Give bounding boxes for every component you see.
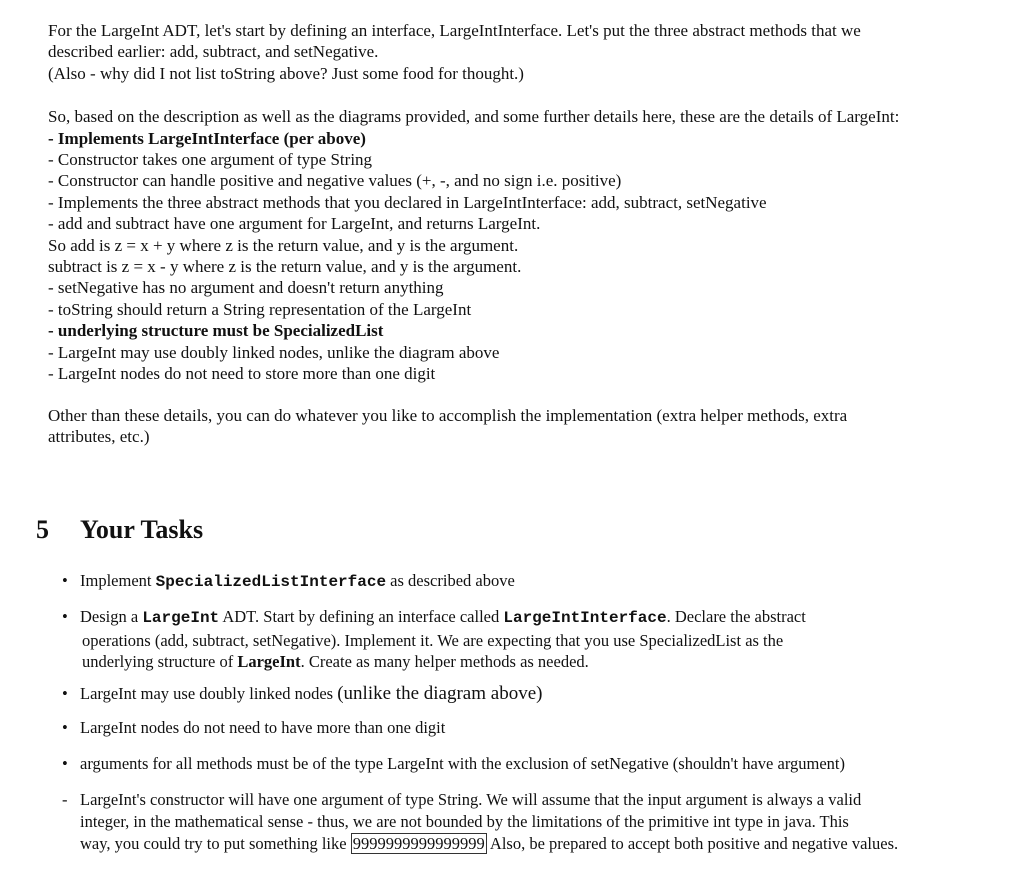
task-text: ADT. Start by defining an interface called bbox=[219, 607, 504, 626]
detail-item: - Constructor takes one argument of type String bbox=[48, 150, 373, 170]
task-text: way, you could try to put something like bbox=[80, 833, 351, 853]
task-text: with the exclusion of setNegative (shouldn't have argument) bbox=[447, 753, 846, 773]
detail-item: So add is z = x + y where z is the return value, and y is the argument. bbox=[48, 235, 519, 255]
task-item bbox=[62, 789, 1002, 855]
dash-icon: - bbox=[62, 789, 68, 809]
task-item bbox=[62, 753, 1002, 775]
code-text: SpecializedListInterface bbox=[155, 573, 387, 591]
closing-line: attributes, etc.) bbox=[48, 426, 150, 446]
task-item bbox=[62, 606, 1002, 673]
detail-item: - toString should return a String representation of the LargeInt bbox=[48, 299, 472, 319]
task-text: underlying structure of bbox=[82, 652, 238, 671]
intro-line: For the LargeInt ADT, let's start by defining an interface, LargeIntInterface. Let's put the three abstract methods that we bbox=[48, 21, 861, 40]
intro-text bbox=[48, 20, 988, 447]
bullet-icon: • bbox=[62, 607, 68, 626]
detail-item: - setNegative has no argument and doesn't return anything bbox=[48, 278, 444, 298]
code-text: LargeInt bbox=[142, 609, 220, 627]
task-text: . Declare the abstract bbox=[666, 607, 806, 626]
detail-item: - Implements the three abstract methods that you declared in LargeIntInterface: add, subtract, setNegative bbox=[48, 192, 767, 212]
bullet-icon: • bbox=[62, 753, 68, 773]
task-text: (unlike the diagram above) bbox=[337, 682, 543, 704]
detail-item: - add and subtract have one argument for LargeInt, and returns LargeInt. bbox=[48, 214, 541, 234]
task-text: LargeInt may use doubly linked nodes bbox=[80, 683, 338, 703]
bullet-icon: • bbox=[62, 683, 68, 703]
details-lead: So, based on the description as well as the diagrams provided, and some further details here, these are the details of LargeInt: bbox=[48, 107, 900, 127]
detail-item: - LargeInt may use doubly linked nodes, unlike the diagram above bbox=[48, 342, 500, 362]
task-text: Also, be prepared to accept both positive and negative values. bbox=[486, 833, 899, 853]
task-item bbox=[62, 682, 1002, 706]
task-list bbox=[62, 570, 1002, 855]
task-text: integer, in the mathematical sense - thus, we are not bounded by the limitations of the primitive int type in java. This bbox=[80, 811, 849, 831]
detail-item: subtract is z = x - y where z is the return value, and y is the argument. bbox=[48, 257, 522, 277]
bullet-icon: • bbox=[62, 571, 68, 590]
task-text: LargeInt bbox=[237, 652, 301, 671]
task-item bbox=[62, 570, 1002, 606]
task-text: as described above bbox=[386, 571, 515, 590]
task-text: operations (add, subtract, setNegative). Implement it. We are expecting that you use SpecializedList as the bbox=[82, 630, 784, 650]
task-text: arguments for all methods must be of the type LargeInt bbox=[80, 753, 448, 773]
detail-item: - underlying structure must be SpecializedList bbox=[48, 321, 384, 341]
task-text: Implement bbox=[80, 571, 156, 590]
section-number: 5 bbox=[36, 515, 49, 544]
example-number-box: 9999999999999999 bbox=[352, 833, 485, 853]
detail-item: - Implements LargeIntInterface (per above) bbox=[48, 128, 366, 148]
bullet-icon: • bbox=[62, 717, 68, 737]
task-item bbox=[62, 717, 1002, 739]
section-title: Your Tasks bbox=[80, 515, 204, 544]
detail-item: - LargeInt nodes do not need to store more than one digit bbox=[48, 364, 436, 384]
intro-line: described earlier: add, subtract, and setNegative. bbox=[48, 42, 379, 62]
closing-line: Other than these details, you can do whatever you like to accomplish the implementation (extra helper methods, extra bbox=[48, 405, 848, 425]
task-text: Design a bbox=[80, 607, 143, 626]
section-heading bbox=[36, 515, 203, 545]
task-text: LargeInt's constructor will have one argument of type String. We will assume that the input argument is always a valid bbox=[80, 789, 862, 809]
intro-line: (Also - why did I not list toString above? Just some food for thought.) bbox=[48, 63, 524, 83]
task-text: . Create as many helper methods as needed. bbox=[300, 652, 589, 671]
code-text: LargeIntInterface bbox=[503, 609, 667, 627]
task-text: LargeInt nodes do not need to have more than one digit bbox=[80, 717, 446, 737]
detail-item: - Constructor can handle positive and negative values (+, -, and no sign i.e. positive) bbox=[48, 171, 622, 191]
